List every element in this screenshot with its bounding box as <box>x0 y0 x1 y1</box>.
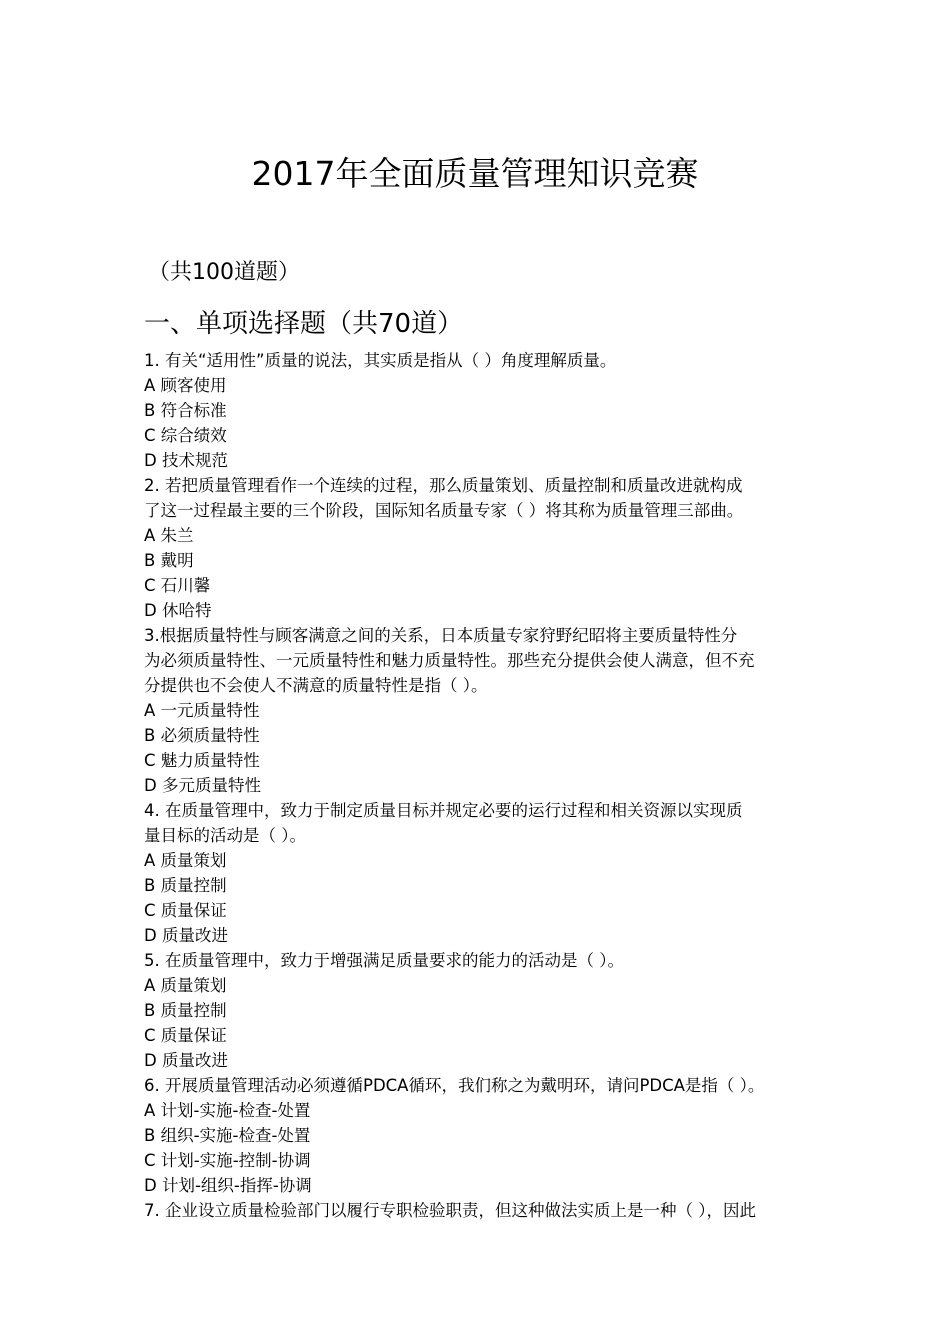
question-stem-line: 2. 若把质量管理看作一个连续的过程，那么质量策划、质量控制和质量改进就构成 <box>144 476 743 495</box>
answer-option: A 一元质量特性 <box>144 701 260 720</box>
answer-option: C 质量保证 <box>144 901 227 920</box>
question-stem-line: 了这一过程最主要的三个阶段，国际知名质量专家（ ）将其称为质量管理三部曲。 <box>144 501 744 520</box>
question-block <box>144 1073 812 1198</box>
question-block <box>144 948 812 1073</box>
answer-option: C 质量保证 <box>144 1026 227 1045</box>
answer-option: D 多元质量特性 <box>144 776 261 795</box>
question-list <box>144 348 812 1223</box>
answer-option: B 质量控制 <box>144 1001 227 1020</box>
question-stem-line: 4. 在质量管理中，致力于制定质量目标并规定必要的运行过程和相关资源以实现质 <box>144 801 743 820</box>
document-title: 2017年全面质量管理知识竞赛 <box>251 154 699 193</box>
answer-option: B 戴明 <box>144 551 194 570</box>
question-block <box>144 623 812 798</box>
answer-option: B 符合标准 <box>144 401 227 420</box>
question-stem-line: 7. 企业设立质量检验部门以履行专职检验职责，但这种做法实质上是一种（ ），因此 <box>144 1201 756 1220</box>
answer-option: C 石川馨 <box>144 576 211 595</box>
answer-option: A 计划-实施-检查-处置 <box>144 1101 311 1120</box>
question-stem-line: 分提供也不会使人不满意的质量特性是指（ ）。 <box>144 676 488 695</box>
answer-option: B 必须质量特性 <box>144 726 260 745</box>
question-count-subtitle: （共100道题） <box>148 260 300 285</box>
question-stem-line: 为必须质量特性、一元质量特性和魅力质量特性。那些充分提供会使人满意，但不充 <box>144 651 755 670</box>
question-block <box>144 1198 812 1223</box>
answer-option: A 顾客使用 <box>144 376 227 395</box>
answer-option: D 休哈特 <box>144 601 212 620</box>
answer-option: C 计划-实施-控制-协调 <box>144 1151 311 1170</box>
answer-option: D 质量改进 <box>144 926 228 945</box>
question-stem-line: 5. 在质量管理中，致力于增强满足质量要求的能力的活动是（ ）。 <box>144 951 624 970</box>
answer-option: A 质量策划 <box>144 976 227 995</box>
question-block <box>144 348 812 473</box>
answer-option: D 计划-组织-指挥-协调 <box>144 1176 312 1195</box>
question-stem-line: 1. 有关“适用性”质量的说法，其实质是指从（ ）角度理解质量。 <box>144 351 617 370</box>
question-block <box>144 473 812 623</box>
section-heading-single-choice: 一、单项选择题（共70道） <box>144 309 464 339</box>
answer-option: A 质量策划 <box>144 851 227 870</box>
answer-option: C 魅力质量特性 <box>144 751 260 770</box>
answer-option: C 综合绩效 <box>144 426 227 445</box>
question-stem-line: 6. 开展质量管理活动必须遵循PDCA循环，我们称之为戴明环，请问PDCA是指（ ）。 <box>144 1076 765 1095</box>
answer-option: B 组织-实施-检查-处置 <box>144 1126 311 1145</box>
answer-option: A 朱兰 <box>144 526 194 545</box>
answer-option: B 质量控制 <box>144 876 227 895</box>
question-block <box>144 798 812 948</box>
answer-option: D 技术规范 <box>144 451 228 470</box>
question-stem-line: 3.根据质量特性与顾客满意之间的关系，日本质量专家狩野纪昭将主要质量特性分 <box>144 626 738 645</box>
answer-option: D 质量改进 <box>144 1051 228 1070</box>
question-stem-line: 量目标的活动是（ ）。 <box>144 826 306 845</box>
